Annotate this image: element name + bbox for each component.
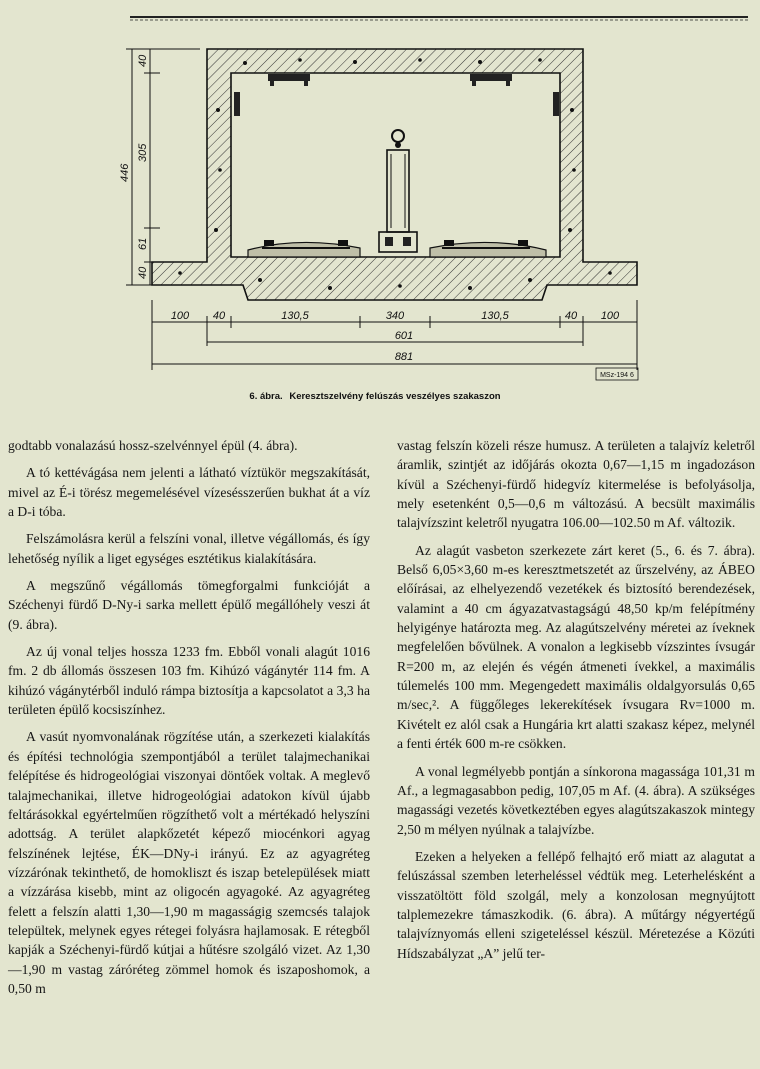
signal-mast-icon bbox=[379, 130, 417, 252]
paragraph: godtabb vonalazású hossz-szelvénnyel épül (4. ábra). bbox=[8, 438, 298, 453]
paragraph: Ezeken a helyeken a fellépő felhajtó erő miatt az alagutat a felúszással szemben leterheléssel védtük meg. Leterhelésként a visszatöltött föld szolgál, mely a konzolosan megnyújtott talplemezekre támaszkodik. (6. ábra). A műtárgy négyertégű talajvíznyomás elleni szigeteléssel készül. Méretezése a Közúti Hídszabályzat „A” jelű ter- bbox=[397, 848, 755, 961]
paragraph: Az alagút vasbeton szerkezete zárt keret (5., 6. és 7. ábra). Belső 6,05×3,60 m-es keresztmetszetét az űrszelvény, az ÁBEO előírásai, az elhelyezendő vezetékek és biztosító berendezések, valamint a 40 cm ágyazatvastagságú 48,50 kp/m felépítmény helyigénye határozta meg. Az alagútszelvény méretei az íveknek megfelelően bővülnek. A vonalon a legkisebb vízszintes ívsugár R=200 m, az elején és végén átmeneti ívekkel, a maximális túlemelés 100 mm. Megengedett maximális oldalgyorsulás 0,65 m/sec,². A függőleges lekerekítések ívsugara Rv=1000 m. Kivételt ez alól csak a Hungária krt alatti szakasz képez, melynél a fenti érték 600 m-re csökken. bbox=[397, 542, 755, 752]
figure-caption bbox=[249, 391, 500, 402]
dim-v-top: 40 bbox=[137, 54, 149, 67]
dim-h-left-track: 130,5 bbox=[281, 310, 309, 322]
dim-v-bed: 61 bbox=[137, 237, 149, 250]
dim-h-total-width: 881 bbox=[394, 351, 414, 363]
paragraph: A vasút nyomvonalának rögzítése után, a szerkezeti kialakítás és építési technológia szempontjából a terület talajmechanikai felépítése és hidrogeológiai viszonyai döntőek voltak. A meglevő talajmechanikai, illetve hidrogeológiai adatokon kívül újabb feltárásokkal egyértelműen rögzíthető volt a mértékadó helyszíni adottság. A terület alapkőzetét képező miocénkori agyag felszínének lejtése, ÉK—DNy-i irányú. Ez az agyagréteg vízzárónak tekinthető, de homokliszt és iszap betelepülések miatt a vízzárása kisebb, mint az oligocén agyagoké. Az agyagréteg felett a felszín alatti 1,30—1,90 m magasságig szemcsés talajok települtek, melynek egyes rétegei folyásra hajlamosak. E rétegből kapják a Széchenyi-fürdő kútjai a hűtésre szolgáló vizet. Az 1,30—1,90 m vastag záróréteg zömmel homok és iszaposhomok, a 0,50 m bbox=[8, 729, 370, 996]
figure-caption-number: 6. ábra. bbox=[249, 391, 283, 402]
text-column-left bbox=[8, 436, 370, 1006]
figure-stamp: MSz-194 6 bbox=[600, 372, 634, 379]
dim-h-left-overhang: 100 bbox=[170, 310, 190, 322]
paragraph: Felszámolásra kerül a felszíni vonal, illetve végállomás, és így lehetőség nyílik a liget egységes esztétikus kialakítására. bbox=[8, 531, 370, 566]
paragraph: A vonal legmélyebb pontján a sínkorona magassága 101,31 m Af., a legmagasabbon pedig, 107,05 m Af. (4. ábra). A szükséges magassági vezetés következtében egyes alagútszakaszok mintegy 2,50 m mélyen nyúlnak a talajvízbe. bbox=[397, 763, 755, 837]
paragraph: A megszűnő végállomás tömegforgalmi funkcióját a Széchenyi fürdő D-Ny-i sarka mellett épülő megállóhely veszi át (9. ábra). bbox=[8, 578, 370, 632]
figure-caption-text: Keresztszelvény felúszás veszélyes szakaszon bbox=[289, 391, 501, 402]
dim-v-inner-height: 305 bbox=[137, 143, 149, 162]
dim-h-inner-width: 601 bbox=[394, 330, 414, 342]
dim-h-right-overhang: 100 bbox=[600, 310, 620, 322]
dim-h-centre: 340 bbox=[385, 310, 405, 322]
dim-h-left-wall: 40 bbox=[212, 310, 226, 322]
track-bed-right bbox=[430, 240, 546, 257]
dim-v-bottom: 40 bbox=[137, 266, 149, 279]
overhead-fixtures bbox=[234, 74, 559, 116]
concrete-aggregate-marks bbox=[178, 58, 612, 290]
paragraph: Az új vonal teljes hossza 1233 fm. Ebből vonali alagút 1016 fm. 2 db állomás összesen 103 fm. Kihúzó vágánytér 114 fm. A kihúzó vágánytérből induló rámpa biztosítja a kapcsolatot a 3,3 ha területen épülő kocsiszínhez. bbox=[8, 644, 370, 718]
dim-h-right-track: 130,5 bbox=[481, 310, 509, 322]
dim-h-right-wall: 40 bbox=[564, 310, 578, 322]
paragraph: vastag felszín közeli része humusz. A területen a talajvíz keletről áramlik, szintjét az időjárás okozta 0,67—1,15 m ingadozáson kívül a Széchenyi-fürdő hidegvíz kitermelése is befolyásolja, mely esetenként 0,5—0,6 m változású. A becsült maximális talajvízszint keletről nyugatra 106.00—102.50 m Af. változik. bbox=[397, 438, 755, 531]
ground-surface-line bbox=[130, 17, 748, 20]
tunnel-concrete-frame bbox=[152, 49, 637, 300]
cross-section-figure bbox=[0, 0, 760, 425]
track-bed-left bbox=[248, 240, 360, 257]
paragraph: A tó kettévágása nem jelenti a látható víztükör megszakítását, mivel az É-i törész megemelésével vízesésszerűen bukhat át a víz a D-i tóba. bbox=[8, 465, 370, 520]
text-column-right bbox=[397, 436, 755, 971]
dim-v-total: 446 bbox=[119, 163, 131, 182]
